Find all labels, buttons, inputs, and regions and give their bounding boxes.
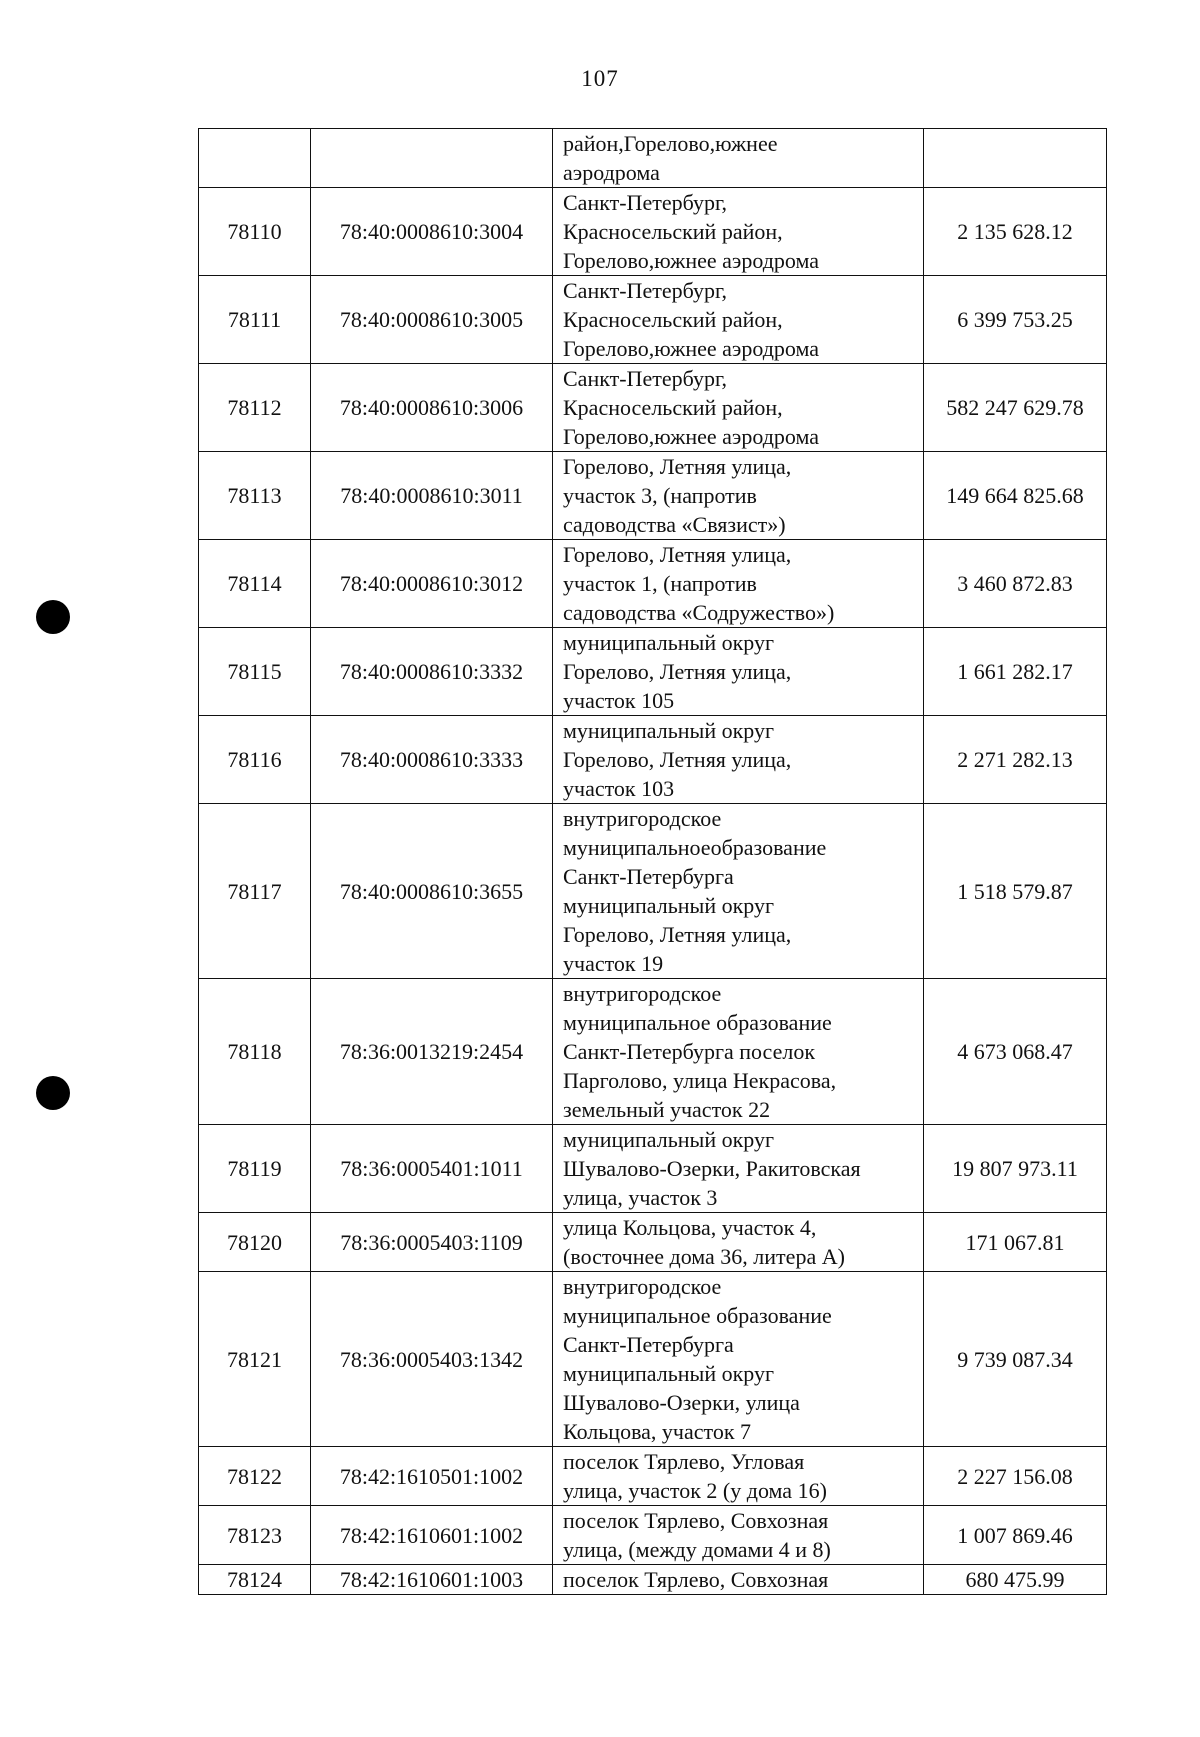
address-line: муниципальный округ bbox=[563, 630, 775, 655]
cadastral-value-cell: 680 475.99 bbox=[924, 1565, 1107, 1595]
cadastral-number-cell: 78:40:0008610:3655 bbox=[311, 804, 553, 979]
address-line: улица, участок 2 (у дома 16) bbox=[563, 1478, 827, 1503]
table-row bbox=[199, 452, 1107, 540]
cadastral-number-cell: 78:40:0008610:3012 bbox=[311, 540, 553, 628]
row-number-cell: 78111 bbox=[199, 276, 311, 364]
address-line: Санкт-Петербурга поселок bbox=[563, 1039, 816, 1064]
address-line: садоводства «Содружество») bbox=[563, 600, 835, 625]
address-line: Горелово, Летняя улица, bbox=[563, 747, 792, 772]
address-line: земельный участок 22 bbox=[563, 1097, 771, 1122]
address-line: Санкт-Петербург, bbox=[563, 190, 727, 215]
address-line: участок 105 bbox=[563, 688, 675, 713]
address-line: Горелово,южнее аэродрома bbox=[563, 248, 820, 273]
address-cell bbox=[553, 129, 924, 188]
row-number-cell: 78110 bbox=[199, 188, 311, 276]
address-line: поселок Тярлево, Совхозная bbox=[563, 1508, 829, 1533]
table-row bbox=[199, 276, 1107, 364]
address-line: Горелово, Летняя улица, bbox=[563, 659, 792, 684]
cadastral-number-cell: 78:40:0008610:3004 bbox=[311, 188, 553, 276]
cadastral-number-cell: 78:36:0005401:1011 bbox=[311, 1125, 553, 1213]
address-line: Красносельский район, bbox=[563, 395, 783, 420]
cadastral-number-cell: 78:40:0008610:3333 bbox=[311, 716, 553, 804]
address-cell bbox=[553, 540, 924, 628]
cadastral-number-cell: 78:40:0008610:3332 bbox=[311, 628, 553, 716]
row-number-cell: 78116 bbox=[199, 716, 311, 804]
row-number-cell: 78115 bbox=[199, 628, 311, 716]
cadastral-number-cell: 78:40:0008610:3005 bbox=[311, 276, 553, 364]
cadastral-value-cell: 1 518 579.87 bbox=[924, 804, 1107, 979]
address-line: Санкт-Петербурга bbox=[563, 1332, 734, 1357]
table-row bbox=[199, 1565, 1107, 1595]
cadastral-number-cell: 78:36:0005403:1342 bbox=[311, 1272, 553, 1447]
cadastral-value-cell: 171 067.81 bbox=[924, 1213, 1107, 1272]
address-line: аэродрома bbox=[563, 160, 660, 185]
address-line: (восточнее дома 36, литера А) bbox=[563, 1244, 845, 1269]
address-cell bbox=[553, 452, 924, 540]
address-cell bbox=[553, 979, 924, 1125]
address-line: Горелово, Летняя улица, bbox=[563, 454, 792, 479]
cadastral-number-cell: 78:40:0008610:3011 bbox=[311, 452, 553, 540]
address-line: улица Кольцова, участок 4, bbox=[563, 1215, 817, 1240]
cadastral-value-cell: 19 807 973.11 bbox=[924, 1125, 1107, 1213]
cadastral-value-cell: 6 399 753.25 bbox=[924, 276, 1107, 364]
address-line: Шувалово-Озерки, Ракитовская bbox=[563, 1156, 861, 1181]
cadastral-value-cell: 2 271 282.13 bbox=[924, 716, 1107, 804]
address-line: Красносельский район, bbox=[563, 219, 783, 244]
cadastral-value-cell: 149 664 825.68 bbox=[924, 452, 1107, 540]
address-line: район,Горелово,южнее bbox=[563, 131, 778, 156]
row-number-cell: 78114 bbox=[199, 540, 311, 628]
table-row bbox=[199, 1213, 1107, 1272]
address-line: участок 3, (напротив bbox=[563, 483, 757, 508]
address-line: внутригородское bbox=[563, 981, 722, 1006]
address-line: Горелово, Летняя улица, bbox=[563, 542, 792, 567]
cadastral-value-cell bbox=[924, 129, 1107, 188]
table-row bbox=[199, 804, 1107, 979]
address-line: Горелово,южнее аэродрома bbox=[563, 424, 820, 449]
table-row bbox=[199, 1272, 1107, 1447]
table-row bbox=[199, 716, 1107, 804]
address-line: участок 19 bbox=[563, 951, 664, 976]
table-row bbox=[199, 540, 1107, 628]
row-number-cell: 78119 bbox=[199, 1125, 311, 1213]
address-cell bbox=[553, 804, 924, 979]
address-line: Санкт-Петербург, bbox=[563, 278, 727, 303]
page-number: 107 bbox=[581, 66, 619, 91]
address-line: муниципальноеобразование bbox=[563, 835, 827, 860]
cadastral-value-cell: 2 135 628.12 bbox=[924, 188, 1107, 276]
address-line: муниципальный округ bbox=[563, 893, 775, 918]
address-line: участок 1, (напротив bbox=[563, 571, 757, 596]
address-line: Санкт-Петербург, bbox=[563, 366, 727, 391]
table-body bbox=[199, 129, 1107, 1595]
table-row bbox=[199, 188, 1107, 276]
row-number-cell: 78124 bbox=[199, 1565, 311, 1595]
punch-hole-mark bbox=[36, 600, 70, 634]
address-cell bbox=[553, 716, 924, 804]
row-number-cell: 78113 bbox=[199, 452, 311, 540]
address-cell bbox=[553, 1506, 924, 1565]
row-number-cell: 78112 bbox=[199, 364, 311, 452]
address-cell bbox=[553, 188, 924, 276]
address-line: поселок Тярлево, Угловая bbox=[563, 1449, 805, 1474]
table-row bbox=[199, 129, 1107, 188]
address-line: Парголово, улица Некрасова, bbox=[563, 1068, 837, 1093]
cadastral-value-cell: 3 460 872.83 bbox=[924, 540, 1107, 628]
address-line: внутригородское bbox=[563, 1274, 722, 1299]
row-number-cell: 78118 bbox=[199, 979, 311, 1125]
cadastral-value-cell: 582 247 629.78 bbox=[924, 364, 1107, 452]
address-cell bbox=[553, 364, 924, 452]
address-line: муниципальный округ bbox=[563, 1361, 775, 1386]
cadastral-value-cell: 2 227 156.08 bbox=[924, 1447, 1107, 1506]
address-line: Санкт-Петербурга bbox=[563, 864, 734, 889]
table-row bbox=[199, 628, 1107, 716]
cadastral-number-cell: 78:42:1610601:1002 bbox=[311, 1506, 553, 1565]
address-cell bbox=[553, 1213, 924, 1272]
cadastral-value-cell: 1 007 869.46 bbox=[924, 1506, 1107, 1565]
address-line: участок 103 bbox=[563, 776, 675, 801]
address-cell bbox=[553, 1125, 924, 1213]
address-line: внутригородское bbox=[563, 806, 722, 831]
row-number-cell: 78120 bbox=[199, 1213, 311, 1272]
cadastral-value-cell: 1 661 282.17 bbox=[924, 628, 1107, 716]
table-row bbox=[199, 979, 1107, 1125]
table-row bbox=[199, 1506, 1107, 1565]
address-line: муниципальное образование bbox=[563, 1010, 832, 1035]
cadastral-number-cell: 78:36:0013219:2454 bbox=[311, 979, 553, 1125]
cadastral-number-cell bbox=[311, 129, 553, 188]
address-line: муниципальный округ bbox=[563, 718, 775, 743]
address-line: поселок Тярлево, Совхозная bbox=[563, 1567, 829, 1592]
cadastral-number-cell: 78:36:0005403:1109 bbox=[311, 1213, 553, 1272]
row-number-cell: 78122 bbox=[199, 1447, 311, 1506]
table-row bbox=[199, 1125, 1107, 1213]
address-line: Шувалово-Озерки, улица bbox=[563, 1390, 800, 1415]
address-line: Горелово,южнее аэродрома bbox=[563, 336, 820, 361]
cadastral-number-cell: 78:42:1610601:1003 bbox=[311, 1565, 553, 1595]
address-line: муниципальное образование bbox=[563, 1303, 832, 1328]
cadastral-number-cell: 78:42:1610501:1002 bbox=[311, 1447, 553, 1506]
address-line: улица, (между домами 4 и 8) bbox=[563, 1537, 831, 1562]
table-row bbox=[199, 364, 1107, 452]
cadastral-value-cell: 9 739 087.34 bbox=[924, 1272, 1107, 1447]
row-number-cell bbox=[199, 129, 311, 188]
cadastral-number-cell: 78:40:0008610:3006 bbox=[311, 364, 553, 452]
address-line: Горелово, Летняя улица, bbox=[563, 922, 792, 947]
cadastral-table bbox=[198, 128, 1107, 1595]
address-cell bbox=[553, 1447, 924, 1506]
address-cell bbox=[553, 628, 924, 716]
address-cell bbox=[553, 1565, 924, 1595]
row-number-cell: 78121 bbox=[199, 1272, 311, 1447]
address-cell bbox=[553, 1272, 924, 1447]
address-line: садоводства «Связист») bbox=[563, 512, 786, 537]
row-number-cell: 78123 bbox=[199, 1506, 311, 1565]
cadastral-value-cell: 4 673 068.47 bbox=[924, 979, 1107, 1125]
table-row bbox=[199, 1447, 1107, 1506]
address-line: муниципальный округ bbox=[563, 1127, 775, 1152]
address-line: улица, участок 3 bbox=[563, 1185, 718, 1210]
address-line: Кольцова, участок 7 bbox=[563, 1419, 752, 1444]
row-number-cell: 78117 bbox=[199, 804, 311, 979]
address-cell bbox=[553, 276, 924, 364]
punch-hole-mark bbox=[36, 1076, 70, 1110]
address-line: Красносельский район, bbox=[563, 307, 783, 332]
